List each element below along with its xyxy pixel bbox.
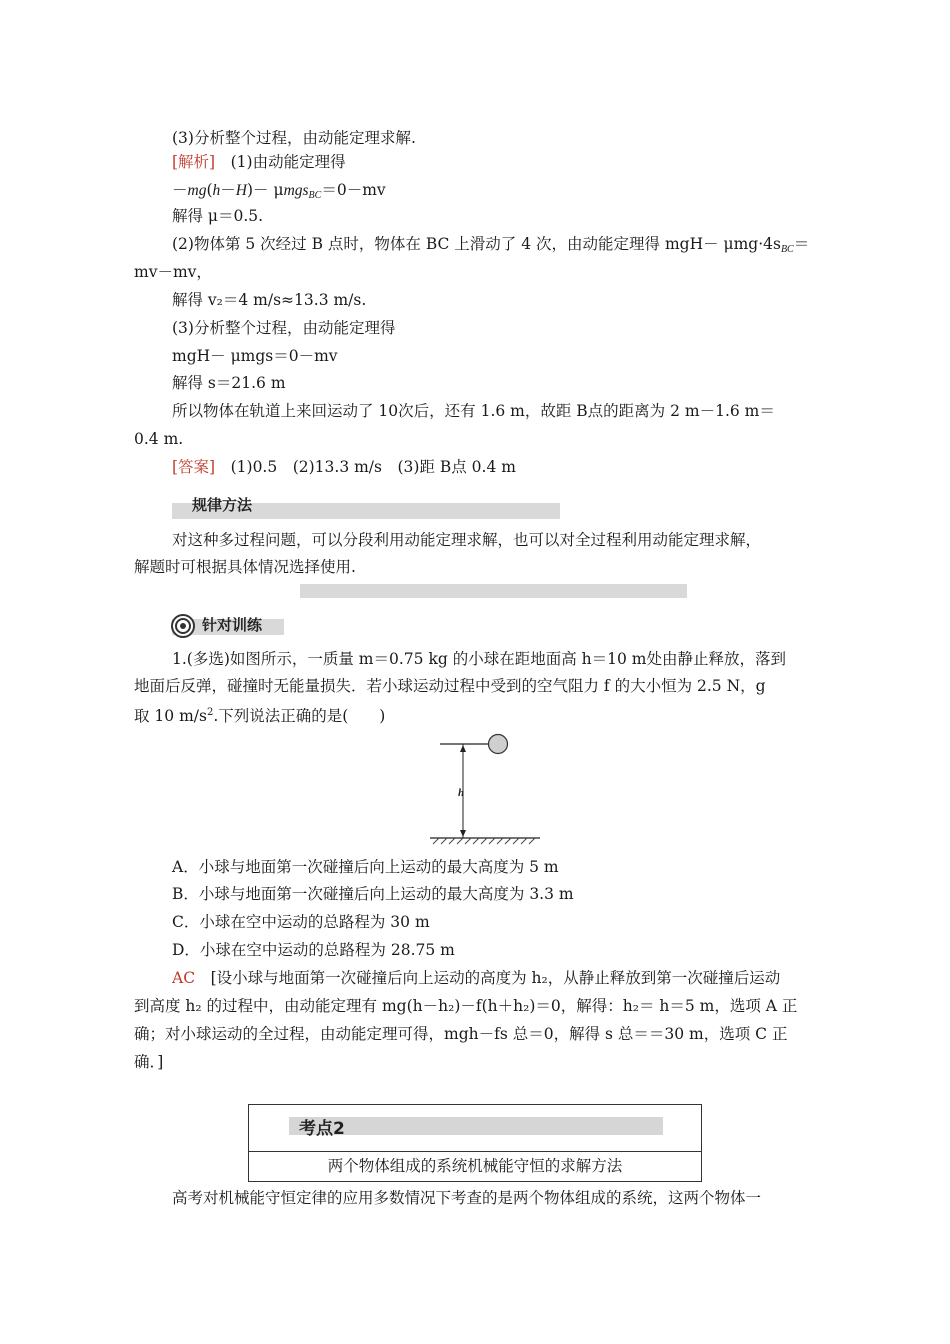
step3-hint: (3)分析整个过程，由动能定理求解. [172,129,416,147]
explanation-line3: 确；对小球运动的全过程，由动能定理可得，mgh－fs 总＝0，解得 s 总＝＝30 m，选项 C 正 [134,1025,788,1043]
option-a: A．小球与地面第一次碰撞后向上运动的最大高度为 5 m [172,858,559,876]
equation-3: mgH－ μmgs＝0－mv [172,347,338,365]
kaodian-subtitle: 两个物体组成的系统机械能守恒的求解方法 [327,1157,623,1175]
conclusion-line1: 所以物体在轨道上来回运动了 10次后，还有 1.6 m，故距 B点的距离为 2 m－1.6 m＝ [172,402,775,420]
option-b: B．小球与地面第一次碰撞后向上运动的最大高度为 3.3 m [172,885,574,903]
step2-main: (2)物体第 5 次经过 B 点时，物体在 BC 上滑动了 4 次，由动能定理得 mgH－ μmg·4s [172,235,781,253]
conclusion-line2: 0.4 m. [134,430,184,448]
kaodian-box [248,1104,702,1182]
kaodian-bar [289,1117,663,1135]
method-para-1: 对这种多过程问题，可以分段利用动能定理求解，也可以对全过程利用动能定理求解， [172,531,762,549]
kaodian-separator [249,1151,701,1152]
explanation-line1 [172,968,780,988]
ball-drop-figure [425,730,550,850]
analysis-tag: [解析] [172,153,216,171]
method-title: 规律方法 [192,496,253,514]
target-icon [170,613,196,639]
step2-text: (2)物体第 5 次经过 B 点时，物体在 BC 上滑动了 4 次，由动能定理得 $mgH- \mu mg\cdot 4s_{BC}=$ [172,235,810,255]
result-v2: 解得 v₂＝4 m/s≈13.3 m/s. [172,291,367,309]
question-line3: 取 10 $m/s^2$.下列说法正确的是( ) [134,707,386,725]
answer-line [172,457,516,477]
explanation-line1-text: [设小球与地面第一次碰撞后向上运动的高度为 h₂，从静止释放到第一次碰撞后运动 [195,969,781,987]
equation-1-rhs: ＝0－mv [321,181,386,199]
result-s: 解得 s＝21.6 m [172,374,286,392]
method-para-2: 解题时可根据具体情况选择使用. [134,558,356,576]
training-title: 针对训练 [202,616,263,634]
figure-h-label: h [458,787,465,799]
footer-line: 高考对机械能守恒定律的应用多数情况下考查的是两个物体组成的系统，这两个物体一 [172,1189,762,1207]
explanation-line4: 确．] [134,1053,164,1071]
result-mu: 解得 μ＝0.5. [172,207,264,225]
option-c: C．小球在空中运动的总路程为 30 m [172,913,430,931]
step2-cont: mv－mv， [134,263,212,281]
explanation-line2: 到高度 h₂ 的过程中，由动能定理有 mg(h－h₂)－f(h＋h₂)＝0，解得：h₂＝ h＝5 m，选项 A 正 [134,997,798,1015]
step3-text: (3)分析整个过程，由动能定理得 [172,319,396,337]
answer-ac-tag: AC [172,969,196,987]
question-line1: 1.(多选)如图所示，一质量 m＝0.75 kg 的小球在距地面高 h＝10 m处由静止释放，落到 [172,650,786,668]
equation-1: －mg(h－H)－ μmgs$_{BC}$＝0－mv [172,181,386,201]
question-line3b: .下列说法正确的是( ) [213,707,386,725]
option-d: D．小球在空中运动的总路程为 28.75 m [172,941,455,959]
analysis-text: (1)由动能定理得 [215,153,346,171]
question-line3a: 取 10 m/s [134,707,207,725]
analysis-line [172,152,346,172]
question-line2: 地面后反弹，碰撞时无能量损失．若小球运动过程中受到的空气阻力 f 的大小恒为 2.5 N，g [134,677,766,695]
divider-bar [300,584,687,598]
answer-text: (1)0.5 (2)13.3 m/s (3)距 B点 0.4 m [215,458,516,476]
answer-tag: [答案] [172,458,216,476]
kaodian-title: 考点2 [299,1119,345,1139]
